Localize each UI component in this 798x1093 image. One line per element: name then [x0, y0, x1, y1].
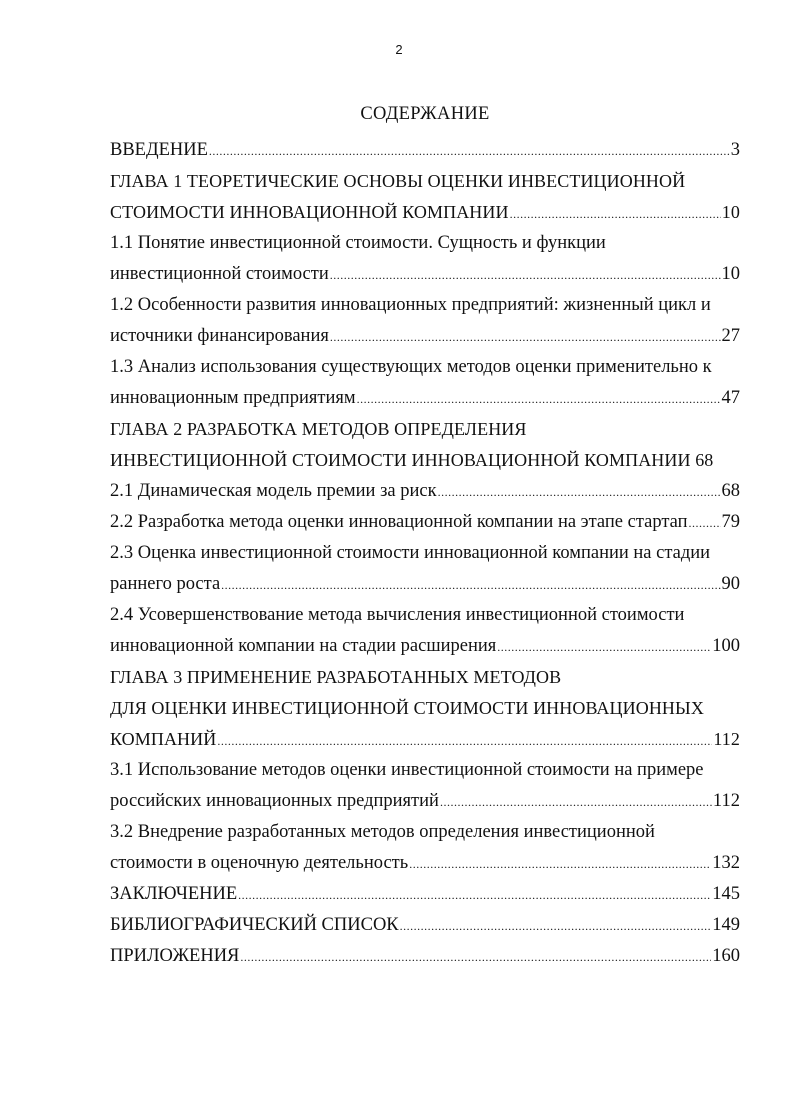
- toc-entry-page-number: 27: [721, 326, 740, 346]
- page-number: 2: [395, 42, 403, 57]
- toc-entry-text: 3.1 Использование методов оценки инвестиционной стоимости на примере: [110, 760, 704, 780]
- toc-entry-text: 2.2 Разработка метода оценки инновационной компании на этапе стартап: [110, 512, 688, 532]
- toc-entry-section-2-4-line-1[interactable]: [110, 600, 740, 631]
- toc-entry-text: ИНВЕСТИЦИОННОЙ СТОИМОСТИ ИННОВАЦИОННОЙ КОМПАНИИ 68: [110, 450, 714, 470]
- dot-leader: [497, 631, 711, 663]
- toc-entry-text: раннего роста: [110, 574, 221, 594]
- toc-entry-page-number: 160: [712, 946, 740, 966]
- table-of-contents: [110, 135, 740, 972]
- dot-leader: [240, 941, 711, 973]
- dot-leader: [330, 259, 721, 291]
- toc-entry-text: ГЛАВА 1 ТЕОРЕТИЧЕСКИЕ ОСНОВЫ ОЦЕНКИ ИНВЕСТИЦИОННОЙ: [110, 171, 686, 191]
- toc-entry-section-3-2-line-2[interactable]: [110, 848, 740, 879]
- toc-entry-chapter-3-line-2[interactable]: [110, 693, 740, 724]
- toc-entry-text: ГЛАВА 3 ПРИМЕНЕНИЕ РАЗРАБОТАННЫХ МЕТОДОВ: [110, 667, 562, 687]
- toc-entry-chapter-1-line-1[interactable]: [110, 166, 740, 197]
- toc-entry-page-number: 149: [712, 915, 740, 935]
- toc-entry-text: ЗАКЛЮЧЕНИЕ: [110, 884, 238, 904]
- toc-entry-chapter-1-line-2[interactable]: [110, 197, 740, 228]
- dot-leader: [209, 135, 730, 167]
- toc-entry-section-2-4-line-2[interactable]: [110, 631, 740, 662]
- toc-entry-text: ДЛЯ ОЦЕНКИ ИНВЕСТИЦИОННОЙ СТОИМОСТИ ИННОВАЦИОННЫХ: [110, 698, 704, 718]
- toc-entry-section-1-3-line-2[interactable]: [110, 383, 740, 414]
- toc-entry-text: КОМПАНИЙ: [110, 729, 217, 749]
- toc-entry-section-1-1-line-2[interactable]: [110, 259, 740, 290]
- dot-leader: [330, 321, 721, 353]
- toc-entry-section-1-2-line-2[interactable]: [110, 321, 740, 352]
- toc-entry-text: БИБЛИОГРАФИЧЕСКИЙ СПИСОК: [110, 915, 399, 935]
- toc-entry-page-number: 90: [721, 574, 740, 594]
- toc-entry-page-number: 47: [721, 388, 740, 408]
- toc-entry-page-number: 100: [712, 636, 740, 656]
- dot-leader: [217, 724, 712, 757]
- toc-entry-page-number: 10: [721, 264, 740, 284]
- toc-entry-text: 1.3 Анализ использования существующих методов оценки применительно к: [110, 357, 712, 377]
- toc-entry-text: инвестиционной стоимости: [110, 264, 329, 284]
- dot-leader: [357, 383, 721, 415]
- toc-entry-page-number: 145: [712, 884, 740, 904]
- toc-entry-appendices[interactable]: [110, 941, 740, 972]
- toc-entry-section-2-3-line-1[interactable]: [110, 538, 740, 569]
- toc-entry-page-number: 79: [721, 512, 740, 532]
- toc-entry-chapter-3-line-1[interactable]: [110, 662, 740, 693]
- toc-entry-section-2-3-line-2[interactable]: [110, 569, 740, 600]
- toc-entry-text: СТОИМОСТИ ИННОВАЦИОННОЙ КОМПАНИИ: [110, 202, 509, 222]
- toc-entry-text: 2.4 Усовершенствование метода вычисления инвестиционной стоимости: [110, 605, 685, 625]
- toc-entry-page-number: 132: [712, 853, 740, 873]
- toc-entry-text: 2.3 Оценка инвестиционной стоимости инновационной компании на стадии: [110, 543, 711, 563]
- toc-entry-text: инновационным предприятиям: [110, 388, 356, 408]
- dot-leader: [438, 476, 721, 508]
- dot-leader: [440, 786, 712, 818]
- toc-entry-text: 3.2 Внедрение разработанных методов определения инвестиционной: [110, 822, 655, 842]
- toc-entry-page-number: 112: [713, 729, 740, 749]
- toc-entry-page-number: 68: [721, 481, 740, 501]
- toc-entry-text: стоимости в оценочную деятельность: [110, 853, 409, 873]
- toc-entry-chapter-2-line-2[interactable]: [110, 445, 740, 476]
- toc-entry-section-1-2-line-1[interactable]: [110, 290, 740, 321]
- dot-leader: [238, 879, 711, 911]
- toc-entry-chapter-2-line-1[interactable]: [110, 414, 740, 445]
- dot-leader: [400, 910, 712, 942]
- toc-entry-text: источники финансирования: [110, 326, 329, 346]
- toc-entry-page-number: 112: [712, 791, 740, 811]
- dot-leader: [221, 569, 720, 601]
- toc-entry-page-number: 3: [730, 140, 740, 160]
- toc-entry-section-1-1-line-1[interactable]: [110, 228, 740, 259]
- toc-entry-section-3-1-line-1[interactable]: [110, 755, 740, 786]
- toc-entry-section-3-1-line-2[interactable]: [110, 786, 740, 817]
- toc-entry-section-2-1[interactable]: [110, 476, 740, 507]
- toc-entry-section-1-3-line-1[interactable]: [110, 352, 740, 383]
- toc-entry-text: 2.1 Динамическая модель премии за риск: [110, 481, 437, 501]
- toc-entry-section-3-2-line-1[interactable]: [110, 817, 740, 848]
- toc-entry-bibliography[interactable]: [110, 910, 740, 941]
- toc-entry-section-2-2[interactable]: [110, 507, 740, 538]
- toc-entry-text: 1.2 Особенности развития инновационных предприятий: жизненный цикл и: [110, 295, 711, 315]
- toc-entry-conclusion[interactable]: [110, 879, 740, 910]
- toc-entry-text: российских инновационных предприятий: [110, 791, 439, 811]
- toc-entry-text: ГЛАВА 2 РАЗРАБОТКА МЕТОДОВ ОПРЕДЕЛЕНИЯ: [110, 419, 527, 439]
- toc-entry-text: ВВЕДЕНИЕ: [110, 140, 208, 160]
- dot-leader: [409, 848, 711, 880]
- toc-entry-text: инновационной компании на стадии расширения: [110, 636, 497, 656]
- dot-leader: [510, 197, 721, 230]
- toc-entry-text: ПРИЛОЖЕНИЯ: [110, 946, 240, 966]
- toc-entry-intro[interactable]: [110, 135, 740, 166]
- toc-title: СОДЕРЖАНИЕ: [360, 104, 490, 124]
- dot-leader: [689, 507, 721, 539]
- toc-entry-page-number: 10: [721, 202, 740, 222]
- toc-entry-text: 1.1 Понятие инвестиционной стоимости. Сущность и функции: [110, 233, 606, 253]
- toc-entry-chapter-3-line-3[interactable]: [110, 724, 740, 755]
